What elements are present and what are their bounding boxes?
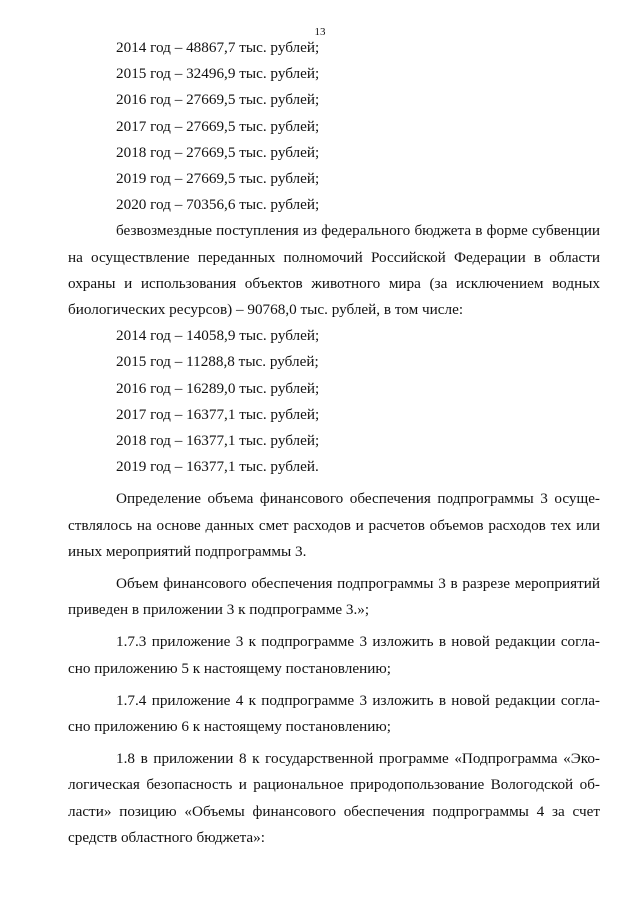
paragraph-line: 1.7.3 приложение 3 к подпрограмме 3 изложить в новой редакции согла- [116,633,600,651]
volume-paragraph [68,571,600,623]
determination-paragraph [68,486,600,565]
funding-list-regional [68,35,600,218]
paragraph-line: средств областного бюджета»: [68,828,265,846]
paragraph-line: сно приложению 5 к настоящему постановлению; [68,659,391,677]
paragraph-line: сно приложению 6 к настоящему постановлению; [68,718,391,736]
funding-line: 2017 год – 16377,1 тыс. рублей; [116,405,320,423]
funding-line: 2014 год – 48867,7 тыс. рублей; [116,39,320,56]
funding-line: 2015 год – 11288,8 тыс. рублей; [116,353,319,371]
funding-line: 2019 год – 16377,1 тыс. рублей. [116,458,319,476]
funding-line: 2015 год – 32496,9 тыс. рублей; [116,65,320,83]
funding-line: 2016 год – 27669,5 тыс. рублей; [116,91,320,109]
paragraph-line: Объем финансового обеспечения подпрограммы 3 в разрезе мероприятий [116,575,600,593]
item-1-7-3-paragraph [68,629,600,681]
paragraph-line: ствлялось на основе данных смет расходов и расчетов объемов расходов тех или [68,516,600,534]
funding-line: 2014 год – 14058,9 тыс. рублей; [116,327,320,345]
paragraph-line: приведен в приложении 3 к подпрограмме 3.»; [68,601,370,619]
document-body [68,35,600,851]
funding-line: 2016 год – 16289,0 тыс. рублей; [116,379,320,397]
page-number: 13 [314,26,326,38]
funding-line: 2019 год – 27669,5 тыс. рублей; [116,170,320,188]
funding-line: 2018 год – 27669,5 тыс. рублей; [116,143,320,161]
funding-line: 2017 год – 27669,5 тыс. рублей; [116,117,320,135]
paragraph-line: 1.7.4 приложение 4 к подпрограмме 3 изложить в новой редакции согла- [116,691,600,709]
paragraph-line: иных мероприятий подпрограммы 3. [68,542,307,560]
paragraph-line: 1.8 в приложении 8 к государственной программе «Подпрограмма «Эко- [116,750,600,768]
item-1-8-paragraph [68,746,600,851]
paragraph-line: ласти» позицию «Объемы финансового обеспечения подпрограммы 4 за счет [68,802,600,820]
paragraph-line: безвозмездные поступления из федерального бюджета в форме субвенции [116,222,600,240]
paragraph-line: охраны и использования объектов животного мира (за исключением водных [68,274,600,292]
paragraph-line: биологических ресурсов) – 90768,0 тыс. рублей, в том числе: [68,301,464,319]
paragraph-line: Определение объема финансового обеспечения подпрограммы 3 осуще- [116,490,600,508]
paragraph-line: на осуществление переданных полномочий Российской Федерации в области [68,248,600,266]
paragraph-line: логическая безопасность и рациональное природопользование Вологодской об- [68,776,600,794]
funding-line: 2018 год – 16377,1 тыс. рублей; [116,432,320,450]
funding-list-federal [68,323,600,480]
funding-line: 2020 год – 70356,6 тыс. рублей; [116,196,320,214]
item-1-7-4-paragraph [68,688,600,740]
federal-subvention-paragraph [68,218,600,323]
